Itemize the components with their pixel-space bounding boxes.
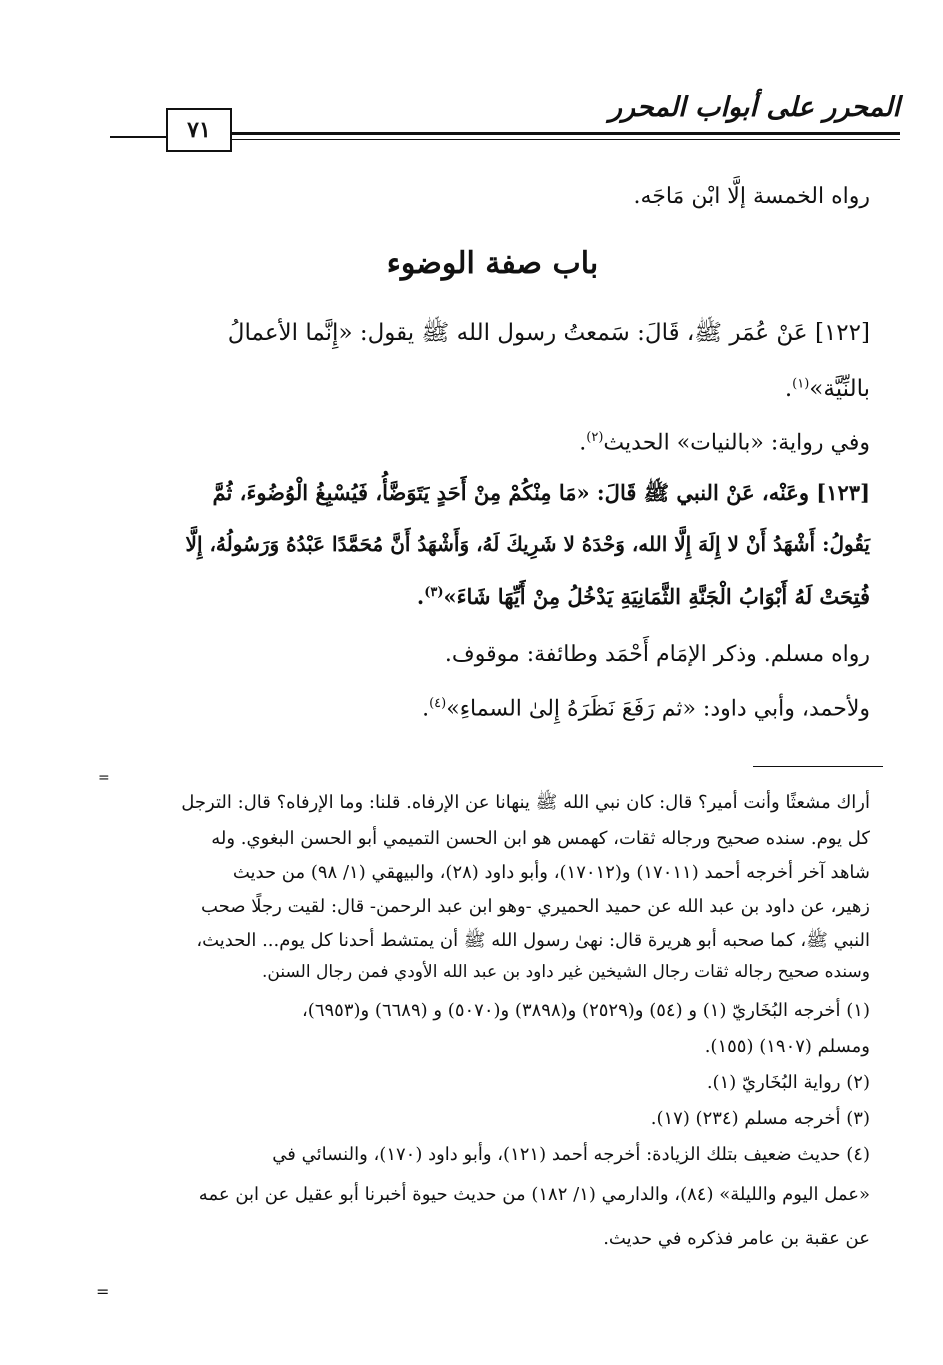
footnote-1-line-1: (١) أخرجه البُخَاريّ (١) و (٥٤) و(٢٥٢٩) و(٣٨٩٨) و(٥٠٧٠) و (٦٦٨٩) و(٦٩٥٣)، <box>301 1000 870 1021</box>
ahmad-text: ولأحمد، وأبي داود: «ثم رَفَعَ نَظَرَهُ إِلىٰ السماءِ» <box>446 696 870 722</box>
footnote-continuation-5: النبي ﷺ، كما صحبه أبو هريرة قال: نهىٰ رسول الله ﷺ أن يمتشط أحدنا كل يوم... الحديث، <box>196 930 870 951</box>
ahmad-line: ولأحمد، وأبي داود: «ثم رَفَعَ نَظَرَهُ إِلىٰ السماءِ»$^{(٤)}$. <box>422 696 870 722</box>
book-title: المحرر على أبواب المحرر <box>608 92 900 123</box>
narration-line: وفي رواية: «بالنيات» الحديث$^{(٢)}$. <box>579 430 870 456</box>
footnote-4-line-2: «عمل اليوم والليلة» (٨٤)، والدارمي (١/ ١٨٢) من حديث حيوة أخبرنا أبو عقيل عن ابن عمه <box>198 1184 870 1205</box>
footnote-continuation-4: زهير، عن داود بن عبد الله عن حميد الحميري -وهو ابن عبد الرحمن- قال: لقيت رجلًا صحب <box>200 896 870 917</box>
footnote-continuation-3: شاهد آخر أخرجه أحمد (١٧٠١١) و(١٧٠١٢)، وأبو داود (٢٨)، والبيهقي (١/ ٩٨) من حديث <box>232 862 870 883</box>
continuation-mark: = <box>98 770 110 786</box>
chapter-title: باب صفة الوضوء <box>386 246 599 281</box>
footnote-separator <box>753 766 883 767</box>
footnote-continuation-2: كل يوم. سنده صحيح ورجاله ثقات، كهمس هو ابن الحسن التميمي أبو الحسن البغوي. وله <box>211 828 870 849</box>
continuation-mark-bottom: = <box>96 1282 110 1301</box>
hadith-122-text-1: [١٢٢] عَنْ عُمَر ﷺ، قَالَ: سَمعتُ رسول الله ﷺ يقول: «إِنَّما الأعمالُ <box>227 320 870 346</box>
footnote-ref-1: (١) <box>792 376 810 392</box>
hadith-123-line-1 <box>115 480 870 505</box>
hadith-123-text-1: [١٢٣] وعَنْه، عَنْ النبي ﷺ قَالَ: «مَا مِنْكُمْ مِنْ أَحَدٍ يَتَوَضَّأُ، فَيُسْبِغُ الْوُضُوءَ، ثُمَّ <box>212 480 870 505</box>
footnote-2: (٢) رواية البُخَاريّ (١). <box>706 1072 870 1093</box>
hadith-123-line-3: فُتِحَتْ لَهُ أَبْوَابُ الْجَنَّةِ الثَّمَانِيَةِ يَدْخُلُ مِنْ أَيِّهَا شَاءَ»$^{(٣)}$. <box>416 584 870 609</box>
footnote-4-line-3: عن عقبة بن عامر فذكره في حديث. <box>603 1228 870 1249</box>
intro-line: رواه الخمسة إلَّا ابْن مَاجَه. <box>633 184 870 209</box>
hadith-122-text-2: بالنِّيَّة» <box>809 376 870 402</box>
narration-text: وفي رواية: «بالنيات» الحديث <box>603 430 870 456</box>
footnote-ref-2: (٢) <box>586 430 604 445</box>
footnote-4-line-1: (٤) حديث ضعيف بتلك الزيادة: أخرجه أحمد (١٢١)، وأبو داود (١٧٠)، والنسائي في <box>272 1144 870 1165</box>
footnote-ref-3: (٣) <box>424 585 444 600</box>
hadith-122-line-2: بالنِّيَّة»$^{(١)}$. <box>784 376 870 402</box>
main-text <box>115 0 870 760</box>
hadith-123-text-2: يَقُولُ: أَشْهَدُ أَنْ لا إِلَهَ إِلَّا الله، وَحْدَهُ لا شَرِيكَ لَهُ، وَأَشْهَدُ أَنَّ مُحَمَّدًا عَبْدُهُ وَرَسُولُهُ، إِلَّا <box>185 532 870 556</box>
page-number: ٧١ <box>166 108 232 152</box>
footnote-continuation-1: أراك مشعثًا وأنت أمير؟ قال: كان نبي الله ﷺ ينهانا عن الإرفاه. قلنا: وما الإرفاه؟ قال: الترجل <box>181 792 870 813</box>
footnote-1-line-2: ومسلم (١٩٠٧) (١٥٥). <box>704 1036 870 1057</box>
hadith-122-line-1 <box>115 320 870 348</box>
footnote-ref-4: (٤) <box>429 696 447 711</box>
footnote-continuation-6: وسنده صحيح رجاله ثقات رجال الشيخين غير داود بن عبد الله الأودي فمن رجال السنن. <box>262 962 870 982</box>
hadith-123-line-2 <box>115 532 870 556</box>
muslim-line: رواه مسلم. وذكر الإمَام أَحْمَد وطائفة: موقوف. <box>444 642 870 667</box>
hadith-123-text-3: فُتِحَتْ لَهُ أَبْوَابُ الْجَنَّةِ الثَّمَانِيَةِ يَدْخُلُ مِنْ أَيِّهَا شَاءَ» <box>443 584 870 609</box>
footnote-3: (٣) أخرجه مسلم (٢٣٤) (١٧). <box>650 1108 870 1129</box>
